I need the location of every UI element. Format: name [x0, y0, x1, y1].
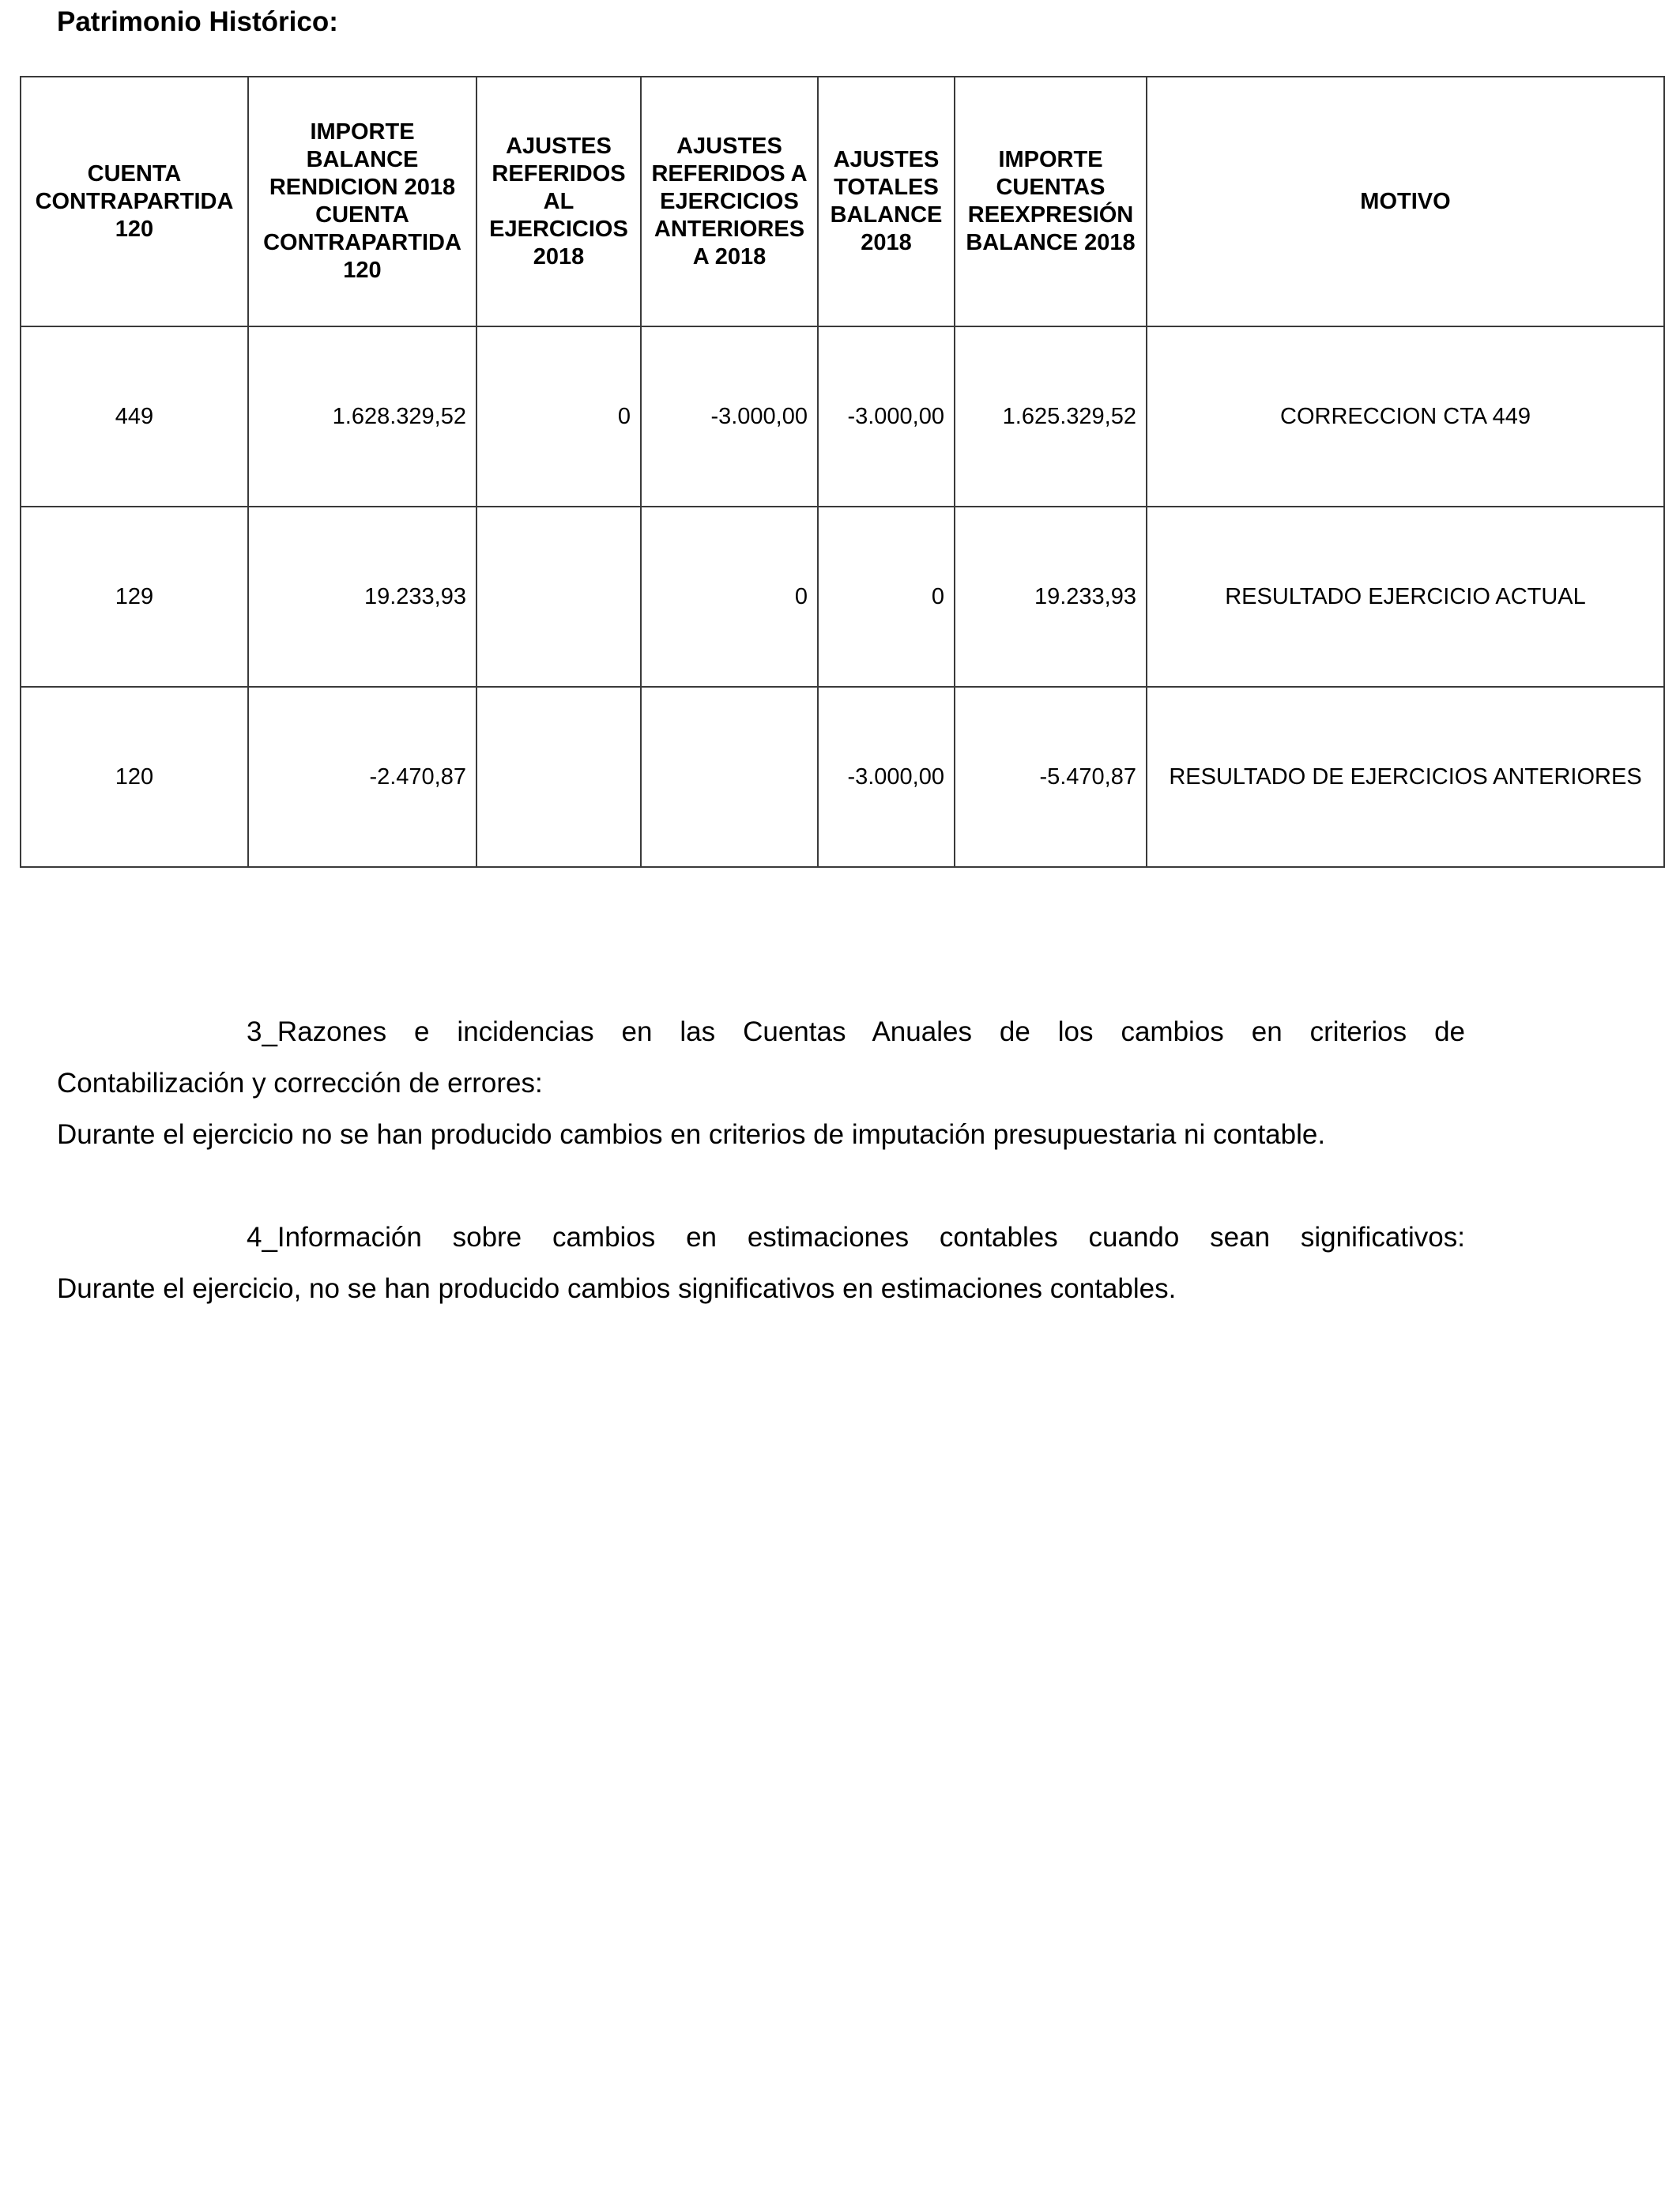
- header-cuenta: CUENTA CONTRAPARTIDA 120: [21, 77, 248, 326]
- p3-heading-line1: 3_Razones e incidencias en las Cuentas Anuales de los cambios en criterios de: [247, 1016, 1465, 1047]
- cell-cuenta: 449: [21, 326, 248, 507]
- cell-ajustes-totales: 0: [818, 507, 955, 687]
- cell-motivo: RESULTADO DE EJERCICIOS ANTERIORES: [1147, 687, 1664, 867]
- p4-heading: 4_Información sobre cambios en estimaciones contables cuando sean significativos:: [247, 1222, 1465, 1253]
- cell-ajustes-2018: 0: [477, 326, 641, 507]
- cell-motivo: CORRECCION CTA 449: [1147, 326, 1664, 507]
- cell-importe-balance: -2.470,87: [248, 687, 477, 867]
- cell-importe-balance: 1.628.329,52: [248, 326, 477, 507]
- cell-ajustes-totales: -3.000,00: [818, 687, 955, 867]
- cell-cuenta: 120: [21, 687, 248, 867]
- table-row: [21, 507, 1664, 687]
- cell-importe-balance: 19.233,93: [248, 507, 477, 687]
- header-ajustes-totales: AJUSTES TOTALES BALANCE 2018: [818, 77, 955, 326]
- table-row: [21, 687, 1664, 867]
- cell-cuenta: 129: [21, 507, 248, 687]
- p3-body: Durante el ejercicio no se han producido cambios en criterios de imputación presupuestaria ni contable.: [57, 1119, 1326, 1150]
- cell-ajustes-anteriores: [641, 687, 818, 867]
- cell-importe-reexpresion: 19.233,93: [955, 507, 1147, 687]
- p3-heading-line2: Contabilización y corrección de errores:: [57, 1068, 543, 1099]
- p4-body: Durante el ejercicio, no se han producido cambios significativos en estimaciones contables.: [57, 1273, 1177, 1304]
- section-title: Patrimonio Histórico:: [57, 6, 338, 37]
- cell-ajustes-anteriores: -3.000,00: [641, 326, 818, 507]
- cell-importe-reexpresion: 1.625.329,52: [955, 326, 1147, 507]
- cell-importe-reexpresion: -5.470,87: [955, 687, 1147, 867]
- header-importe-reexpresion: IMPORTE CUENTAS REEXPRESIÓN BALANCE 2018: [955, 77, 1147, 326]
- header-motivo: MOTIVO: [1147, 77, 1664, 326]
- cell-motivo: RESULTADO EJERCICIO ACTUAL: [1147, 507, 1664, 687]
- cell-ajustes-anteriores: 0: [641, 507, 818, 687]
- header-ajustes-2018: AJUSTES REFERIDOS AL EJERCICIOS 2018: [477, 77, 641, 326]
- adjustments-table: [20, 76, 1665, 868]
- cell-ajustes-totales: -3.000,00: [818, 326, 955, 507]
- table-header-row: [21, 77, 1664, 326]
- table-row: [21, 326, 1664, 507]
- header-importe-balance: IMPORTE BALANCE RENDICION 2018 CUENTA CONTRAPARTIDA 120: [248, 77, 477, 326]
- header-ajustes-anteriores: AJUSTES REFERIDOS A EJERCICIOS ANTERIORES A 2018: [641, 77, 818, 326]
- cell-ajustes-2018: [477, 687, 641, 867]
- cell-ajustes-2018: [477, 507, 641, 687]
